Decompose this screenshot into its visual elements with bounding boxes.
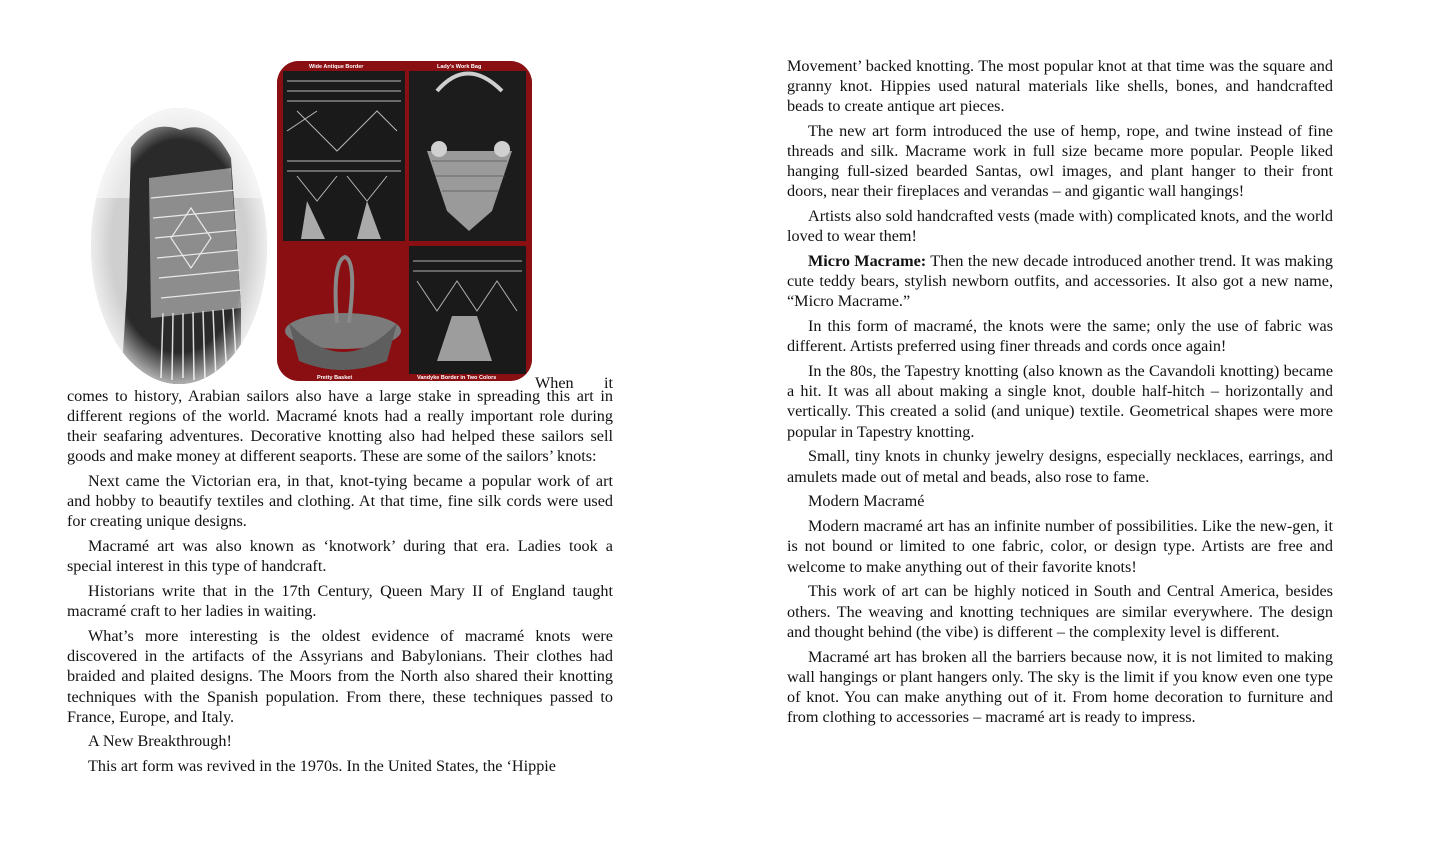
paragraph: Small, tiny knots in chunky jewelry designs, especially necklaces, earrings, and amulets made out of metal and beads, also rose to fame. [787,447,1333,486]
macrame-patterns-photo [277,61,532,381]
panel-label-0: Wide Antique Border [309,64,364,70]
paragraph: Movement’ backed knotting. The most popular knot at that time was the square and granny knot. Hippies used natural materials like shells, bones, and handcrafted beads to create antique art pieces. [787,57,1333,116]
micro-text: Then the new decade introduced another trend. It was making cute teddy bears, stylish newborn outfits, and accessories. It also got a new name, “Micro Macrame.” [787,252,1334,311]
section-heading: A New Breakthrough! [88,732,232,751]
vest-photo [91,108,267,384]
paragraph: Modern macramé art has an infinite number of possibilities. Like the new-gen, it is not bound or limited to one fabric, color, or design type. Artists are free and welcome to make anything out of their favorite knots! [787,517,1333,576]
paragraph: In the 80s, the Tapestry knotting (also known as the Cavandoli knotting) became a hit. It was all about making a single knot, double half-hitch – horizontally and vertically. This created a solid (and unique) textile. Geometrical shapes were more popular in Tapestry knotting. [787,362,1333,441]
paragraph: This work of art can be highly noticed in South and Central America, besides others. The weaving and knotting techniques are similar everywhere. The design and thought behind (the vibe) is different – the complexity level is different. [787,582,1333,641]
paragraph: Artists also sold handcrafted vests (made with) complicated knots, and the world loved to wear them! [787,207,1333,246]
paragraph: This art form was revived in the 1970s. In the United States, the ‘Hippie [88,757,556,776]
paragraph: Historians write that in the 17th Century, Queen Mary II of England taught macramé craft to her ladies in waiting. [67,582,613,621]
panel-label-1: Lady's Work Bag [437,64,482,70]
panel-label-3: Vandyke Border in Two Colors [417,375,497,381]
paragraph: Macramé art has broken all the barriers because now, it is not limited to making wall hangings or plant hangers only. The sky is the limit if you know even one type of knot. You can make anything out of it. From home decoration to furniture and from clothing to accessories – macramé art is ready to impress. [787,647,1333,726]
paragraph: Macramé art was also known as ‘knotwork’ during that era. Ladies took a special interest in this type of handcraft. [67,537,613,576]
right-page [787,56,1333,732]
panel-label-2: Pretty Basket [317,375,353,381]
paragraph: In this form of macramé, the knots were the same; only the use of fabric was different. Artists preferred using finer threads and cords once again! [787,317,1333,356]
paragraph-micro [787,251,1333,311]
paragraph: Next came the Victorian era, in that, knot-tying became a popular work of art and hobby to beautify textiles and clothing. At that time, fine silk cords were used for creating unique designs. [67,472,613,531]
paragraph: What’s more interesting is the oldest evidence of macramé knots were discovered in the artifacts of the Assyrians and Babylonians. Their clothes had braided and plaited designs. The Moors from the North also shared their knotting techniques with the Spanish population. From there, these techniques passed to France, Europe, and Italy. [67,627,613,726]
micro-heading: Micro Macrame: [808,252,927,271]
section-heading: Modern Macramé [808,492,925,511]
wrap-line: When it [535,374,613,392]
left-page [67,58,613,781]
paragraph: comes to history, Arabian sailors also have a large stake in spreading this art in different regions of the world. Macramé knots had a really important role during their seafaring adventures. Decorative knotting also had helped these sailors sell goods and make money at different seaports. These are some of the sailors’ knots: [67,387,613,466]
figure-row [67,58,613,392]
paragraph: The new art form introduced the use of hemp, rope, and twine instead of fine threads and silk. Macrame work in full size became more popular. People liked hanging full-sized bearded Santas, owl images, and plant hanger to their front doors, near their fireplaces and verandas – and gigantic wall hangings! [787,122,1333,201]
